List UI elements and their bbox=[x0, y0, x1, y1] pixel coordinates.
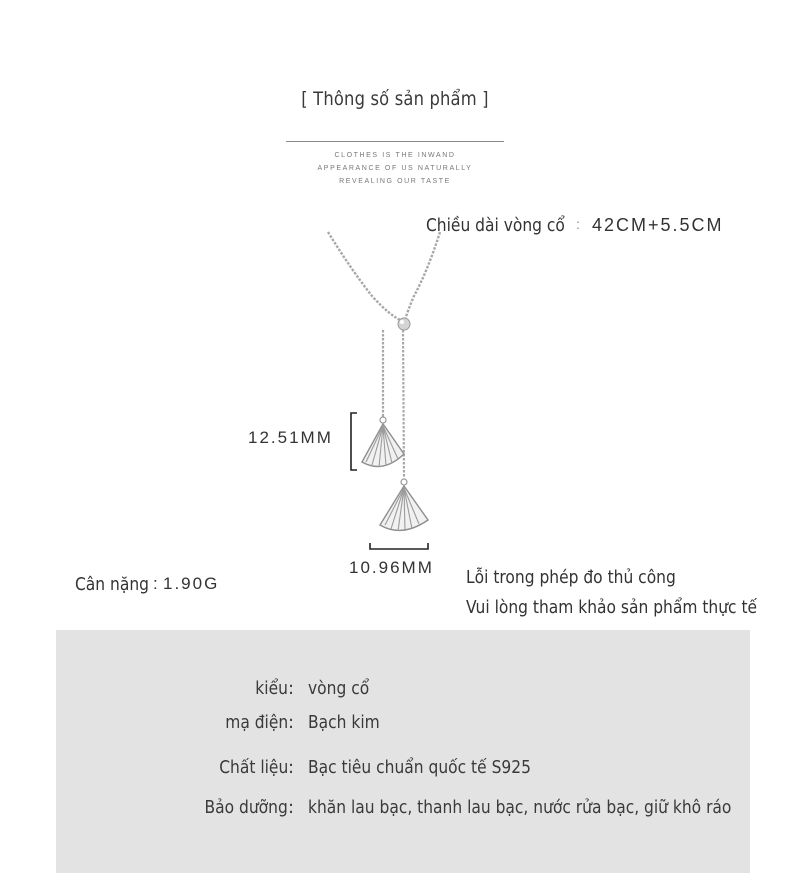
weight-value: 1.90G bbox=[163, 574, 220, 593]
spec-colon: : bbox=[288, 757, 295, 778]
spec-value: khăn lau bạc, thanh lau bạc, nước rửa bạc, giữ khô ráo bbox=[308, 797, 732, 818]
measurement-note-2: Vui lòng tham khảo sản phẩm thực tế bbox=[466, 597, 758, 618]
tagline-line-2: APPEARANCE OF US NATURALLY bbox=[317, 165, 473, 172]
fan-charm-lower bbox=[380, 479, 428, 531]
spec-value: vòng cổ bbox=[308, 678, 370, 699]
spec-value: Bạc tiêu chuẩn quốc tế S925 bbox=[308, 757, 531, 778]
spec-value: Bạch kim bbox=[308, 712, 380, 733]
tagline-line-3: REVEALING OUR TASTE bbox=[339, 178, 451, 185]
spec-row-plating bbox=[56, 712, 750, 740]
spec-row-style bbox=[56, 678, 750, 706]
spec-label: mạ điện bbox=[225, 712, 288, 733]
spec-colon: : bbox=[288, 678, 295, 699]
pendant-height-value: 12.51MM bbox=[248, 428, 333, 447]
tagline-line-1: CLOTHES IS THE INWAND bbox=[334, 152, 456, 159]
fan-charm-upper bbox=[362, 417, 404, 467]
height-bracket bbox=[351, 413, 357, 470]
length-value: 42CM+5.5CM bbox=[592, 215, 724, 235]
length-label: Chiều dài vòng cổ bbox=[426, 215, 565, 236]
spec-row-care bbox=[56, 797, 750, 825]
spec-label: kiểu bbox=[255, 678, 288, 699]
weight-label: Cân nặng bbox=[75, 574, 149, 595]
spec-colon: : bbox=[288, 797, 295, 818]
spec-row-material bbox=[56, 757, 750, 785]
width-bracket bbox=[370, 543, 428, 549]
spec-label: Bảo dưỡng bbox=[204, 797, 288, 818]
weight-separator: : bbox=[153, 574, 158, 593]
spec-label: Chất liệu bbox=[218, 757, 288, 778]
page-title: [ Thông số sản phẩm ] bbox=[301, 88, 489, 110]
measurement-note-1: Lỗi trong phép đo thủ công bbox=[466, 567, 676, 588]
spec-panel bbox=[56, 630, 750, 873]
spec-colon: : bbox=[288, 712, 295, 733]
pendant-width-value: 10.96MM bbox=[349, 558, 434, 577]
length-separator: : bbox=[576, 216, 580, 232]
